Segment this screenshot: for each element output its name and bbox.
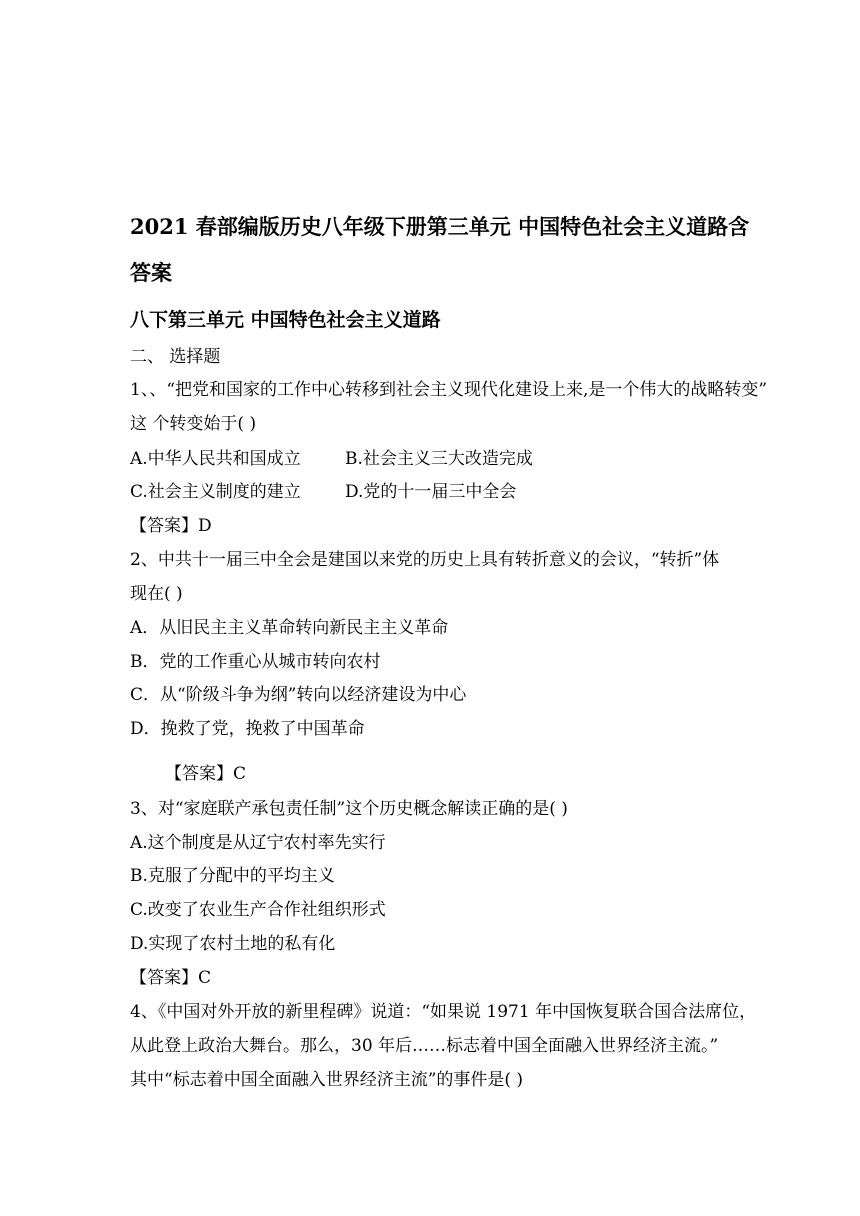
question-2-stem-line-1: 2、中共十一届三中全会是建国以来党的历史上具有转折意义的会议，“转折”体 [130, 550, 720, 570]
document-title-line-1: 2021 春部编版历史八年级下册第三单元 中国特色社会主义道路含 [130, 214, 750, 239]
question-1-option-d: D.党的十一届三中全会 [345, 482, 517, 502]
question-2-option-b: B．党的工作重心从城市转向农村 [130, 652, 381, 672]
question-2-answer: 【答案】C [165, 764, 247, 784]
section-heading: 二、 选择题 [130, 347, 221, 367]
question-3-answer: 【答案】C [130, 968, 212, 988]
question-2-stem-line-2: 现在( ) [130, 584, 183, 604]
question-1-option-a: A.中华人民共和国成立 [130, 449, 301, 469]
document-subtitle: 八下第三单元 中国特色社会主义道路 [130, 309, 441, 331]
question-2-option-d: D．挽救了党，挽救了中国革命 [130, 719, 365, 739]
question-4-stem-line-3: 其中“标志着中国全面融入世界经济主流”的事件是( ) [130, 1070, 524, 1090]
question-3-option-c: C.改变了农业生产合作社组织形式 [130, 900, 386, 920]
question-1-stem-line-2: 这 个转变始于( ) [130, 414, 257, 434]
question-1-option-c: C.社会主义制度的建立 [130, 482, 301, 502]
question-2-option-c: C．从“阶级斗争为纲”转向以经济建设为中心 [130, 685, 467, 705]
question-3-option-b: B.克服了分配中的平均主义 [130, 866, 335, 886]
document-title-line-2: 答案 [130, 260, 172, 285]
question-3-stem: 3、对“家庭联产承包责任制”这个历史概念解读正确的是( ) [130, 799, 568, 819]
question-3-option-a: A.这个制度是从辽宁农村率先实行 [130, 833, 386, 853]
question-1-option-b: B.社会主义三大改造完成 [345, 449, 533, 469]
question-4-stem-line-1: 4、《中国对外开放的新里程碑》说道：“如果说 1971 年中国恢复联合国合法席位， [130, 1002, 757, 1022]
question-4-stem-line-2: 从此登上政治大舞台。那么，30 年后……标志着中国全面融入世界经济主流。” [130, 1036, 719, 1056]
question-1-answer: 【答案】D [130, 516, 212, 536]
question-1-stem-line-1: 1、、“把党和国家的工作中心转移到社会主义现代化建设上来,是一个伟大的战略转变” [130, 380, 768, 400]
question-2-option-a: A．从旧民主主义革命转向新民主主义革命 [130, 618, 449, 638]
question-3-option-d: D.实现了农村土地的私有化 [130, 934, 336, 954]
